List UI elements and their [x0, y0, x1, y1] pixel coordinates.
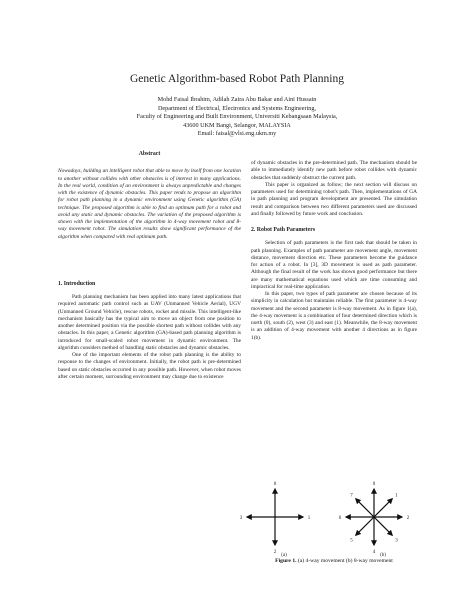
eight-way-direction-label-4: 4	[372, 550, 376, 555]
four-way-direction-label-1: 1	[307, 516, 311, 521]
robot-path-paragraph-1: Selection of path parameters is the first task that should be taken in path planning. Examples of path parameter are movement angle, movement distance, movement direction etc. These parameters become the guidance for action of a robot. In [3], 3D movement is used as path parameter. Although the final result of the work has shown good performance but there are many mathematical equations used which are time consuming and impractical for real-time application.	[251, 240, 417, 290]
figure-1-caption-label: Figure 1.	[275, 558, 297, 564]
robot-path-paragraph-2: In this paper, two types of path parameter are chosen because of its simplicity in calculation but maintains reliable. The first parameter is 4-way movement and the second parameter is 8-way movement. As in figure 1(a), the 4-way movement is a combination of four determined direction which is north (0), south (2), west (3) and east (1). Meanwhile, the 8-way movement is an addition of 4-way movement with another 4 directions as in figure 1(b).	[251, 291, 417, 341]
introduction-paragraph-1: Path planning mechanism has been applied into many latest applications that required automatic path control such as UAV (Unmanned Vehicle Aerial), UGV (Unmanned Ground Vehicle), rescue robots, rocket and missile. This intelligent-like mechanism basically has the typical aim to move an object from one position to another determined position via the possible shortest path without collides with any obstacles. In this paper, a Genetic algorithm (GA)-based path planning algorithm is introduced for small-scaled robot movement in dynamic environment. The algorithm considers method of handling static obstacles and dynamic obstacles.	[58, 294, 241, 351]
author-address: 43600 UKM Bangi, Selangor, MALAYSIA	[183, 121, 291, 129]
eight-way-direction-label-0: 0	[372, 482, 376, 487]
author-email: Email: faisal@vlsi.eng.ukm.my	[197, 130, 277, 138]
figure-1	[239, 482, 417, 570]
left-column	[58, 151, 241, 381]
abstract-text: Nowadays, building an intelligent robot that able to move by itself from one location to another without collides with other obstacles is of interest in many applications. In the real world, condition of an environment is always unpredictable and changes with the existence of dynamic obstacles. This paper tends to propose an algorithm for robot path planning in a dynamic environment using Genetic algorithm (GA) technique. The proposed algorithm is able to find an optimum path for a robot and avoid any static and dynamic obstacles. The variation of the proposed algorithm is shown with the implementation of the algorithm in 4-way movement robot and 8-way movement robot. The simulation results show significant performance of the algorithm when compared with real optimum path.	[58, 168, 241, 240]
eight-way-arrow-5	[356, 517, 374, 535]
eight-way-direction-label-2: 2	[406, 516, 410, 521]
author-department: Department of Electrical, Electronics and Systems Engineering,	[157, 104, 317, 112]
eight-way-direction-label-1: 1	[395, 493, 398, 499]
figure-1-caption-text: (a) 4-way movement (b) 8-way movement	[296, 558, 393, 564]
eight-way-arrow-7	[356, 499, 374, 517]
four-way-direction-label-0: 0	[273, 482, 277, 487]
four-way-direction-label-3: 3	[239, 516, 243, 521]
four-way-movement-diagram	[240, 482, 311, 558]
section-heading-introduction: 1. Introduction	[58, 280, 96, 287]
right-column	[251, 160, 417, 342]
paper-title: Genetic Algorithm-based Robot Path Planning	[129, 73, 344, 85]
eight-way-arrow-3	[374, 517, 392, 535]
abstract-heading: Abstract	[138, 151, 161, 157]
eight-way-arrow-1	[374, 499, 392, 517]
four-way-direction-label-2: 2	[273, 550, 277, 555]
eight-way-direction-label-7: 7	[350, 493, 353, 499]
author-faculty: Faculty of Engineering and Built Environment, Universiti Kebangsaan Malaysia,	[136, 113, 338, 121]
figure-1-caption	[251, 558, 417, 564]
author-block	[0, 96, 474, 139]
eight-way-direction-label-6: 6	[338, 516, 342, 521]
four-way-subfigure-label: (a)	[281, 553, 287, 558]
eight-way-subfigure-label: (b)	[380, 553, 386, 558]
introduction-paragraph-2: One of the important elements of the robot path planning is the ability to response to the changes of environment. Initially, the robot path is pre-determined based on static obstacles occurred in any possible path. However, when robot moves after certain moment, surrounding environment may change due to existence	[58, 352, 241, 380]
figure-1-diagram	[239, 482, 417, 560]
author-names: Mohd Faisal Ibrahim, Adilah Zaira Abu Bakar and Aini Hussain	[157, 96, 317, 103]
eight-way-movement-diagram	[339, 482, 410, 558]
right-paragraph-continuation: of dynamic obstacles in the pre-determined path. The mechanism should be able to immediately identify new path before robot collides with dynamic obstacles that suddenly obstruct the current path.	[251, 160, 417, 181]
right-paragraph-organization: This paper is organized as follow; the next section will discuss on parameters used for determining robot's path. Then, implementations of GA in path planning and program development are presented. The simulation result and comparison between two different parameters used are discussed and finally followed by future work and conclusion.	[251, 181, 417, 217]
eight-way-direction-label-5: 5	[350, 538, 353, 544]
eight-way-direction-label-3: 3	[395, 538, 398, 544]
section-heading-robot-path-parameters: 2. Robot Path Parameters	[251, 227, 316, 233]
